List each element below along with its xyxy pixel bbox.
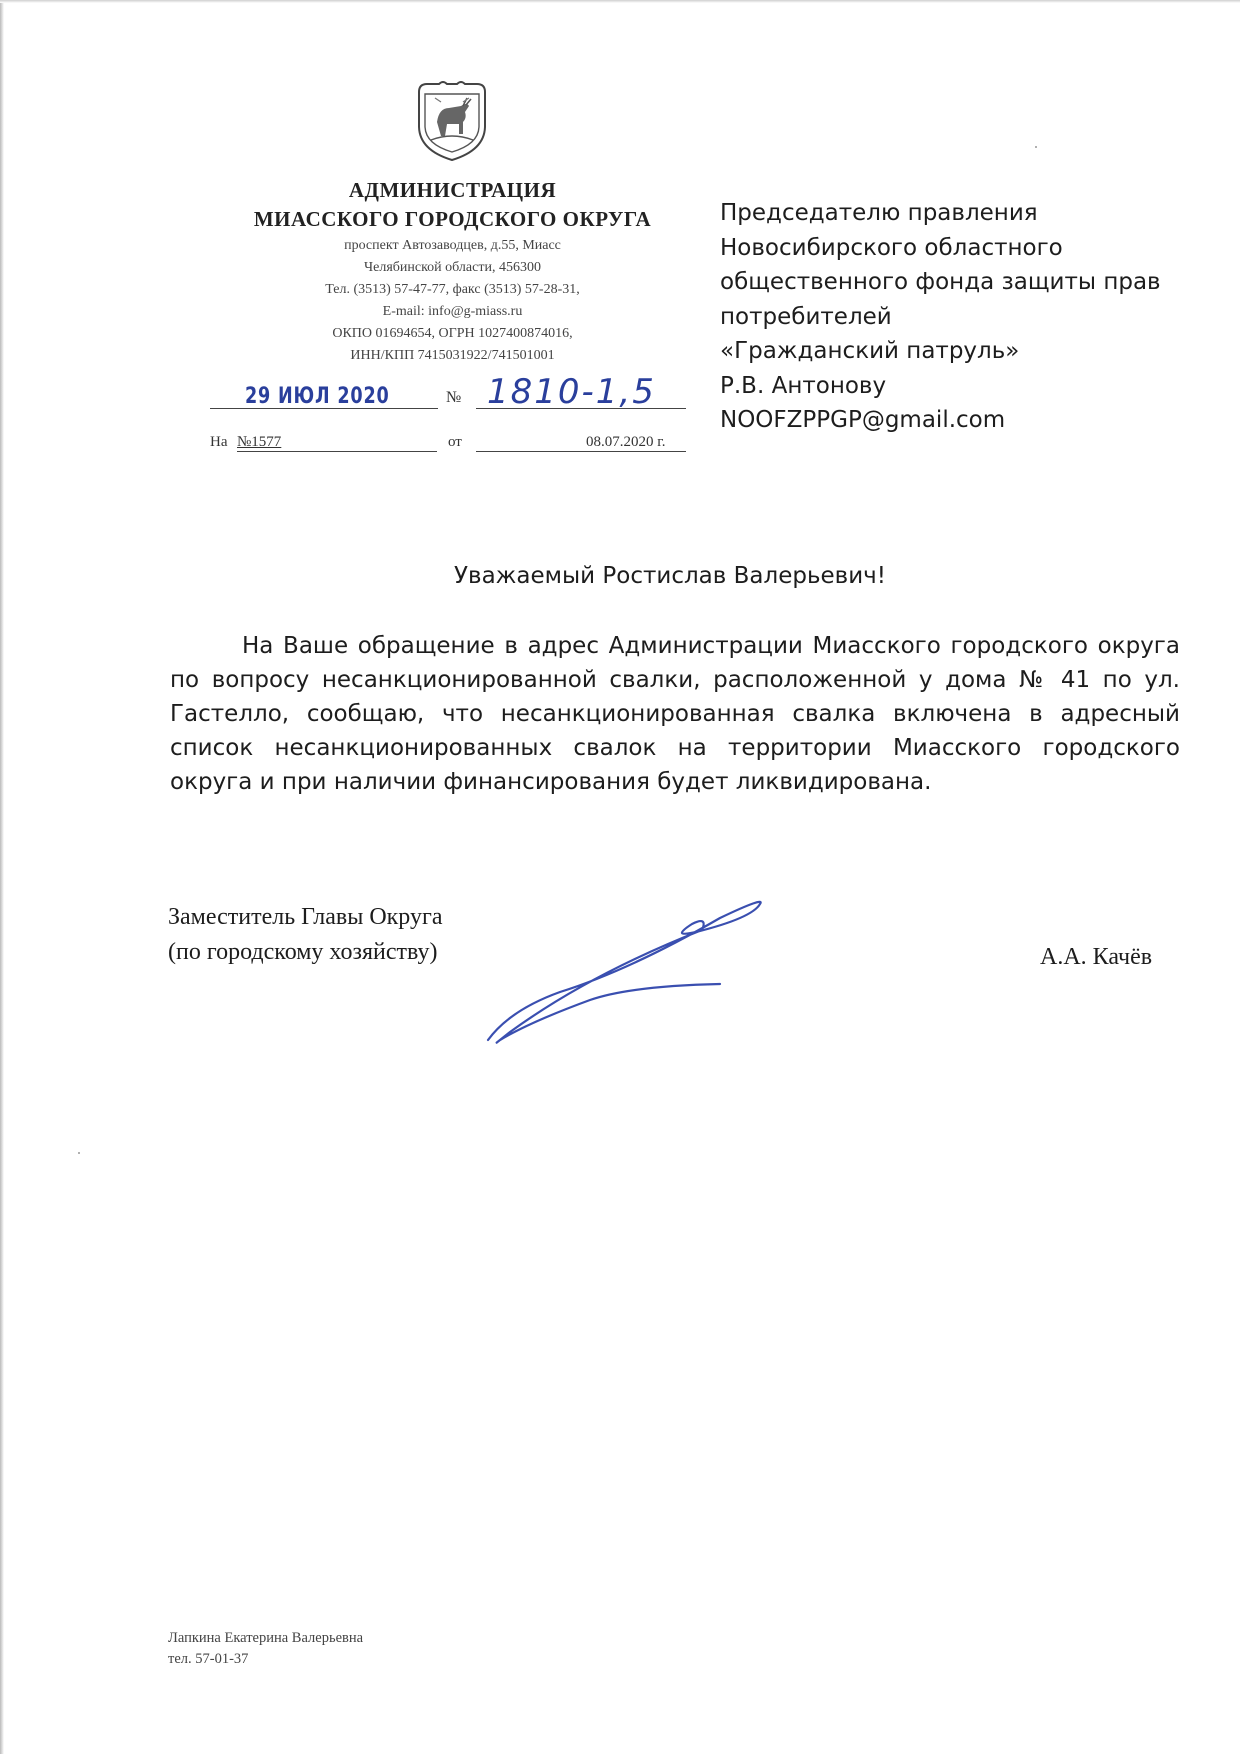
registration-number: 1810-1,5 xyxy=(487,372,656,412)
coat-of-arms-icon xyxy=(409,78,495,164)
reference-date: 08.07.2020 г. xyxy=(586,434,666,450)
reference-from-label: от xyxy=(448,434,462,450)
org-name-line1: АДМИНИСТРАЦИЯ xyxy=(348,178,557,202)
reference-label: На xyxy=(210,434,228,450)
executor-block xyxy=(168,1628,363,1670)
scan-speck xyxy=(1035,146,1037,148)
org-address-street: проспект Автозаводцев, д.55, Миасс xyxy=(344,238,561,253)
org-email: E-mail: info@g-miass.ru xyxy=(382,304,523,319)
addressee-email: NOOFZPPGP@gmail.com xyxy=(720,407,1006,433)
reference-number: №1577 xyxy=(237,434,282,450)
signatory-title-line1: Заместитель Главы Округа xyxy=(168,904,443,930)
reference-date-line xyxy=(476,451,686,452)
addressee-line: потребителей xyxy=(720,303,892,330)
addressee-block xyxy=(720,196,1220,438)
addressee-line: Р.В. Антонову xyxy=(720,372,887,399)
registration-number-label: № xyxy=(446,389,462,406)
org-okpo: ОКПО 01694654, ОГРН 1027400874016, xyxy=(332,326,573,341)
org-inn: ИНН/КПП 7415031922/741501001 xyxy=(350,348,555,363)
addressee-line: «Гражданский патруль» xyxy=(720,338,1020,364)
handwritten-signature xyxy=(470,880,780,1060)
registration-date-stamp: 29 ИЮЛ 2020 xyxy=(245,384,390,409)
org-name-line2: МИАССКОГО ГОРОДСКОГО ОКРУГА xyxy=(253,207,652,231)
scan-edge xyxy=(0,0,4,1754)
signatory-title xyxy=(168,900,443,970)
org-address-region: Челябинской области, 456300 xyxy=(364,260,541,275)
signatory-name: А.А. Качёв xyxy=(1040,944,1153,970)
executor-name: Лапкина Екатерина Валерьевна xyxy=(168,1630,364,1646)
addressee-line: Новосибирского областного xyxy=(720,234,1063,261)
signatory-title-line2: (по городскому хозяйству) xyxy=(168,939,438,965)
letter-body: На Ваше обращение в адрес Администрации Миасского городского округа по вопросу несанкционированной свалки, расположенной у дома № 41 по ул. Гастелло, сообщаю, что несанкционированная свалка включена в адресный список несанкционированных свалок на территории Миасского городского округа и при наличии финансирования будет ликвидирована. xyxy=(170,633,1180,795)
scan-top-edge xyxy=(0,0,1240,3)
addressee-line: Председателю правления xyxy=(720,200,1038,226)
addressee-line: общественного фонда защиты прав xyxy=(720,269,1161,295)
scan-speck xyxy=(78,1152,80,1154)
salutation: Уважаемый Ростислав Валерьевич! xyxy=(454,563,886,589)
executor-phone: тел. 57-01-37 xyxy=(168,1651,249,1667)
reference-number-line xyxy=(237,451,437,452)
org-phone: Тел. (3513) 57-47-77, факс (3513) 57-28-31, xyxy=(325,282,580,297)
